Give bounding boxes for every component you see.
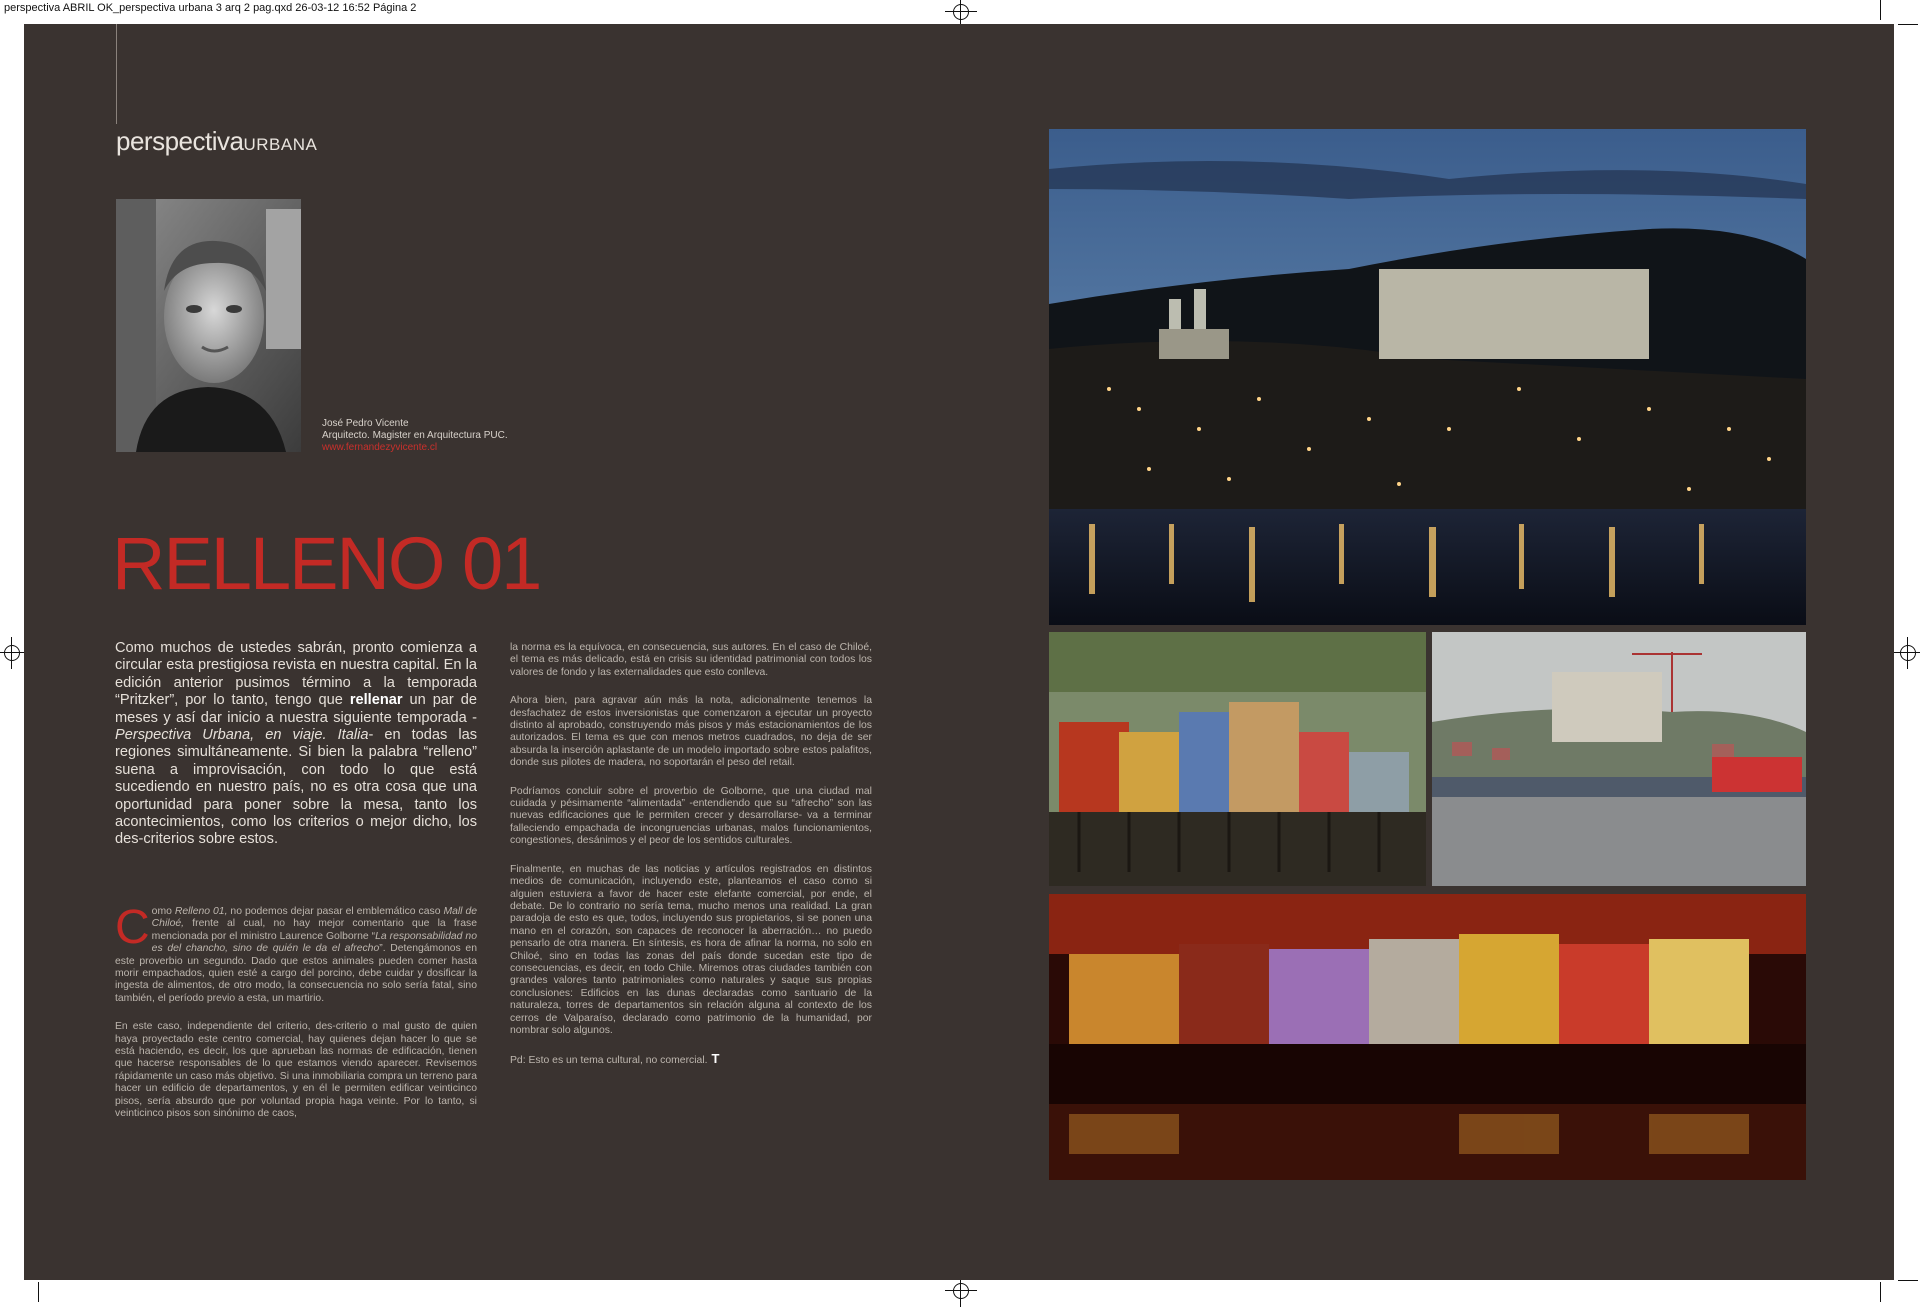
author-name: José Pedro Vicente bbox=[322, 418, 409, 429]
author-title: Arquitecto. Magister en Arquitectura PUC. bbox=[322, 430, 508, 441]
body-paragraph: Podríamos concluir sobre el proverbio de Golborne, que una ciudad mal cuidada y pésimamente “alimentada” -entendiendo que su “afrecho” son las nuevas edificaciones que le permiten crecer y desarrollarse- va a terminar falleciendo empachada de incongruencias urbanas, malos funcionamientos, congestiones, desánimos y el peor de los sentidos culturales. bbox=[510, 785, 872, 847]
body-italic: Relleno 01, bbox=[174, 906, 228, 917]
lead-text: - en todas las regiones simultáneamente. Si bien la palabra “relleno” suena a improvisación, con todo lo que está sucediendo en nuestro país, no es otra cosa que una oportunidad para poner sobre la mesa, tanto los acontecimientos, como los criterios o mejor dicho, los des-criterios sobre estos. bbox=[115, 727, 477, 848]
body-italic: La responsabilidad no es del chancho, sino de quién le da el afrecho bbox=[151, 930, 477, 955]
lead-emphasis: rellenar bbox=[349, 692, 403, 709]
lead-text: Como muchos de ustedes sabrán, pronto comienza a circular esta prestigiosa revista en nuestra capital. En la edición anterior pusimos término a la temporada “Pritzker”, por lo tanto, tengo que bbox=[115, 640, 477, 709]
section-rule bbox=[116, 24, 117, 124]
crop-mark bbox=[38, 1282, 39, 1302]
author-credit bbox=[322, 418, 508, 454]
body-column-1 bbox=[115, 901, 477, 1137]
section-title-bold: URBANA bbox=[243, 135, 318, 154]
lead-text: un par de meses y así dar inicio a nuestra siguiente temporada - bbox=[115, 692, 477, 726]
body-text: ”. Detengámonos en este proverbio un segundo. Dado que estos animales pueden comer hasta morir empachados, quien esté a cargo del porcino, debe cuidar y dosificar la ingesta de alimentos, de otro modo, la consecuencia no solo sería fatal, sino también, el período previo a esta, un martirio. bbox=[115, 943, 477, 1004]
photo-mall-construction bbox=[1432, 632, 1806, 886]
registration-mark-right bbox=[1900, 645, 1916, 661]
crop-mark bbox=[1898, 1280, 1918, 1281]
section-title-light: perspectiva bbox=[116, 126, 244, 156]
article-headline: RELLENO 01 bbox=[112, 522, 541, 605]
body-paragraph: la norma es la equívoca, en consecuencia, sus autores. En el caso de Chiloé, el tema es más delicado, está en crisis su identidad patrimonial con todos los valores de fondo y las externalidades que esto conlleva. bbox=[510, 642, 872, 678]
author-portrait bbox=[116, 199, 301, 452]
portrait-image bbox=[116, 199, 301, 452]
photo-night-city bbox=[1049, 129, 1806, 625]
body-paragraph bbox=[510, 1053, 872, 1067]
end-mark: T bbox=[711, 1051, 720, 1067]
body-column-2 bbox=[510, 642, 872, 1084]
crop-mark bbox=[1880, 1282, 1881, 1302]
lead-paragraph bbox=[115, 640, 477, 849]
section-title bbox=[116, 126, 317, 157]
registration-mark-top bbox=[953, 4, 969, 20]
drop-cap: C bbox=[115, 901, 150, 954]
body-text: no podemos dejar pasar el emblemático caso bbox=[227, 906, 444, 917]
photo-stilt-houses bbox=[1049, 632, 1426, 886]
body-text: frente al cual, no hay mejor comentario que la frase mencionada por el ministro Laurence Golborne “ bbox=[151, 918, 477, 942]
printer-slug: perspectiva ABRIL OK_perspectiva urbana 3 arq 2 pag.qxd 26-03-12 16:52 Página 2 bbox=[4, 2, 417, 14]
registration-mark-bottom bbox=[953, 1283, 969, 1299]
postscript: Pd: Esto es un tema cultural, no comercial. bbox=[510, 1055, 708, 1067]
registration-mark-left bbox=[4, 645, 20, 661]
photo-palafitos-red bbox=[1049, 894, 1806, 1180]
author-url[interactable]: www.fernandezyvicente.cl bbox=[322, 442, 438, 453]
body-paragraph: Ahora bien, para agravar aún más la nota, adicionalmente tenemos la desfachatez de estos inversionistas que comenzaron a ejecutar un proyecto distinto al aprobado, construyendo más pisos y más estacionamientos de los autorizados. El tema es que con menos metros cuadrados, no deja de ser absurda la inserción aplastante de un modelo importado sobre estos palafitos, donde sus pilotes de madera, no soportarán el peso del retail. bbox=[510, 695, 872, 769]
body-paragraph: Finalmente, en muchas de las noticias y artículos registrados en distintos medios de comunicación, incluyendo este, planteamos el caso como si alguien estuviera a favor de hacer este elefante comercial, por ende, el debate. De lo contrario no sería tema, mucho menos una realidad. La gran paradoja de esto es que, todos, incluyendo sus propietarios, si se ponen una mano en el corazón, son capaces de reconocer la aberración… no puedo pensarlo de otra manera. En síntesis, es hora de afinar la norma, no solo en Chiloé, sino en todas las zonas del país donde sucedan este tipo de consecuencias, es decir, en todo Chile. Miremos otras ciudades también con grandes valores tanto patrimoniales como naturales y saque sus propias conclusiones: Edificios en las dunas declaradas como santuario de la naturaleza, torres de departamentos sin relación alguna al contexto de los cerros de Valparaíso, declarado como patrimonio de la humanidad, por nombrar solo algunos. bbox=[510, 863, 872, 1036]
lead-italic: Perspectiva Urbana, en viaje. Italia bbox=[115, 727, 369, 744]
body-paragraph: En este caso, independiente del criterio, des-criterio o mal gusto de quien haya proyectado este centro comercial, hay quienes dejan hacer lo que se está haciendo, es decir, los que aprueban las normas de edificación, tienen que hacerse responsables de lo que estamos viendo aparecer. Revisemos rápidamente un caso más objetivo. Si una inmobiliaria compra un terreno para hacer un edificio de departamentos, y en él le permiten edificar veinticinco pisos, sería absurdo que por voluntad propia haga veinte. Por lo tanto, si veinticinco pisos son sinónimo de caos, bbox=[115, 1021, 477, 1120]
body-italic: Mall de Chiloé, bbox=[151, 906, 477, 930]
body-paragraph bbox=[115, 901, 477, 1005]
crop-mark bbox=[1898, 24, 1918, 25]
body-text: omo bbox=[151, 906, 175, 917]
crop-mark bbox=[1880, 0, 1881, 20]
